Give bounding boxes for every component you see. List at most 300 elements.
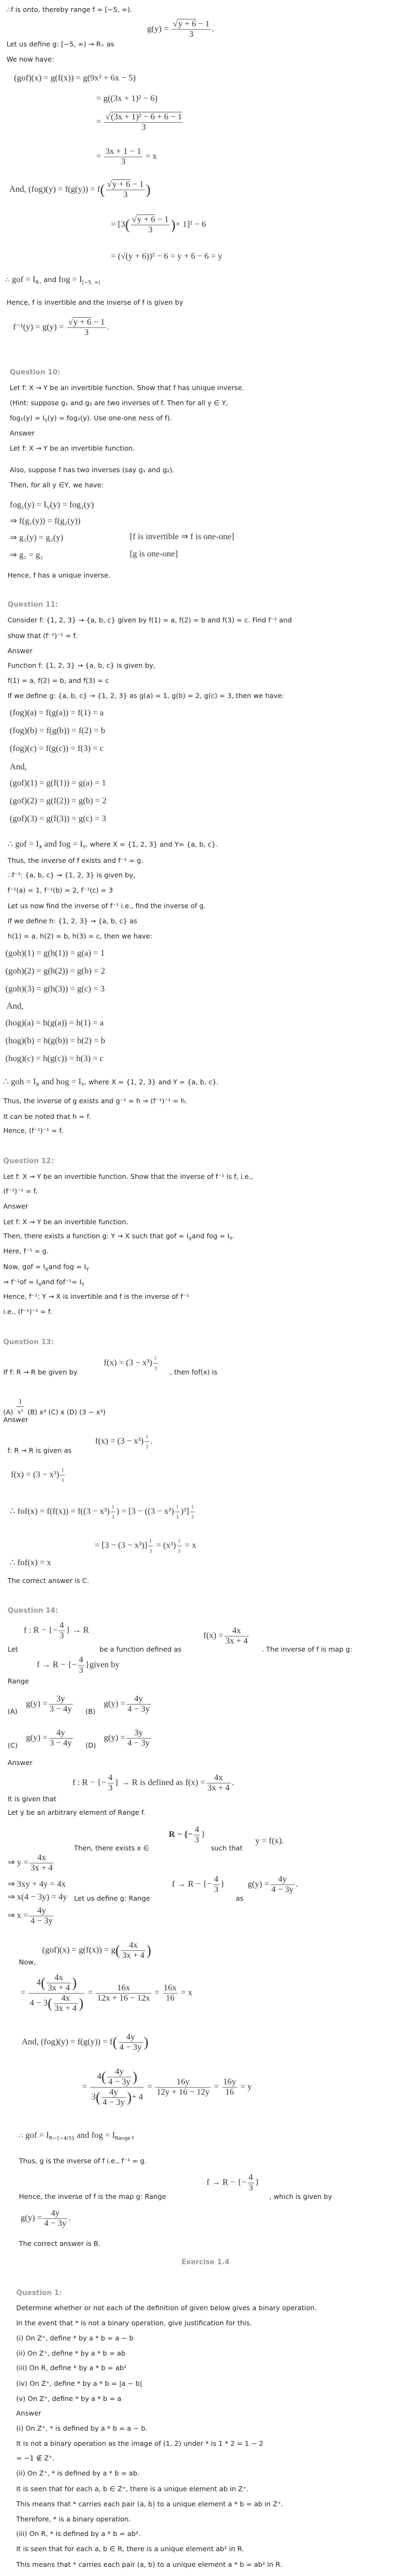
denominator: 4 − 3y xyxy=(108,2077,131,2087)
denominator: 4 − 3y xyxy=(44,2219,67,2228)
option-b: (B) xyxy=(85,1707,96,1715)
numerator: 1 xyxy=(153,1353,158,1364)
math-line: ⇒ 3xy + 4y = 4x xyxy=(8,1880,66,1889)
option-b-formula xyxy=(104,1694,152,1714)
text-line: Let y be an arbitrary element of Range f. xyxy=(8,1808,145,1816)
text-line: Let f: X → Y be an invertible function. xyxy=(10,444,135,452)
math-text: ∴ xyxy=(5,276,10,284)
question-heading: Question 14: xyxy=(8,1607,58,1615)
denominator: 3 xyxy=(111,1514,115,1520)
math-formula xyxy=(95,1536,196,1556)
text-line: The correct answer is B. xyxy=(19,2239,101,2248)
denominator: 3 − 4y xyxy=(49,1705,72,1714)
math-text: and fog = I xyxy=(191,1232,230,1240)
math-text: ∴ goh = I xyxy=(3,1077,36,1086)
list-item: (i) On Z⁺, define * by a * b = a − b xyxy=(16,2334,134,2342)
numerator: 4 xyxy=(108,1773,113,1782)
math-text: − 1 xyxy=(91,318,105,327)
denominator: 3x + 4 xyxy=(48,1983,70,1993)
text-line: such that xyxy=(211,1844,243,1852)
fraction xyxy=(43,2209,68,2229)
math-text: ∴ gof = I xyxy=(8,840,39,849)
text-line: ∴f is onto, thereby range f = [−5, ∞). xyxy=(6,5,132,14)
identity-statement xyxy=(3,1078,218,1090)
text-line: Let xyxy=(8,1645,18,1653)
numerator: 4y xyxy=(49,1728,73,1739)
math-formula xyxy=(248,1875,298,1895)
denominator: 4 − 3y xyxy=(127,1705,150,1714)
text-line: Thus, the inverse of g exists and g⁻¹ = h ⇒ (f⁻¹)⁻¹ = h. xyxy=(3,1097,187,1105)
denominator: 3 xyxy=(61,1478,64,1483)
denominator: 16 xyxy=(165,1994,175,2003)
math-text: f⁻¹(y) = g(y) = xyxy=(13,323,64,332)
text-line: Let us now find the inverse of f⁻¹ i.e., find the inverse of g. xyxy=(8,902,206,910)
text-line: f(1) = a, f(2) = b, and f(3) = c xyxy=(8,676,109,685)
text-line: Here, f⁻¹ = g. xyxy=(3,1247,49,1255)
text-line: Range xyxy=(8,1677,29,1685)
text-line: ∴f⁻¹: {a, b, c} → {1, 2, 3} is given by, xyxy=(8,871,136,879)
numerator: 4x xyxy=(47,1973,71,1983)
fraction xyxy=(270,1875,295,1895)
math-line: (gof)(1) = g(f(1)) = g(a) = 1 xyxy=(10,779,107,788)
text-line: f⁻¹(a) = 1, f⁻¹(b) = 2, f⁻¹(c) = 3 xyxy=(8,886,113,894)
fraction xyxy=(96,1983,151,2003)
math-text: f → R − {− xyxy=(207,2178,247,2188)
text-line: Function f: {1, 2, 3} → {a, b, c} is given by, xyxy=(8,661,156,669)
math-text: X xyxy=(38,844,43,850)
numerator: 3y xyxy=(127,1728,151,1739)
text-line xyxy=(3,1232,235,1244)
text-line: Hence, (f⁻¹)⁻¹ = f. xyxy=(3,1126,63,1135)
denominator: 4 − 3y xyxy=(271,1885,294,1894)
math-line: (fog)(a) = f(g(a)) = f(1) = a xyxy=(10,708,104,717)
math-text: = xyxy=(214,2082,219,2092)
math-formula xyxy=(21,2209,71,2229)
fraction xyxy=(54,1994,78,2014)
math-text: X xyxy=(45,1267,49,1273)
math-text: and fof⁻¹= I xyxy=(41,1278,82,1286)
math-formula xyxy=(37,1655,120,1675)
denominator: 3 xyxy=(176,1514,179,1520)
fraction xyxy=(16,1397,24,1417)
math-text: . xyxy=(68,2213,71,2223)
math-text: } xyxy=(201,1830,205,1840)
text-line: Let us define g: Range xyxy=(74,1894,150,1902)
fraction xyxy=(127,1728,151,1748)
question-heading: Question 1: xyxy=(16,2289,62,2297)
numerator: 1 xyxy=(111,1502,116,1512)
math-line: (fog)(b) = f(g(b)) = f(2) = b xyxy=(10,726,105,735)
math-text: (y) = fog₂(y) xyxy=(50,500,94,509)
text-line: (f⁻¹)⁻¹ = f. xyxy=(3,1187,38,1195)
text-line: Thus, the inverse of f exists and f⁻¹ = g. xyxy=(8,856,143,864)
denominator: 4 − 3y xyxy=(30,1916,53,1926)
text-line: f: R → R is given as xyxy=(8,1446,72,1454)
math-text: f(x) = (3 − x³) xyxy=(11,1470,59,1480)
math-text: 4 xyxy=(36,1978,41,1988)
fraction xyxy=(78,1655,84,1675)
question-heading: Question 11: xyxy=(8,601,58,609)
math-text: ∴ fof(x) = f(f(x)) = f((3 − x³) xyxy=(10,1507,110,1517)
math-text: fog₁(y) = I xyxy=(10,414,45,422)
math-line: ∴ fof(x) = x xyxy=(10,1558,51,1567)
text-line: It is seen that for each a, b ∈ Z⁺, there is a unique element ab in Z⁺. xyxy=(16,2485,249,2493)
denominator: 16 xyxy=(225,2088,234,2097)
math-line: And, xyxy=(10,762,27,772)
denominator: 3 xyxy=(195,1835,200,1844)
numerator: 16y xyxy=(155,2077,210,2088)
text-line: Then, for all y ∈Y, we have: xyxy=(10,481,104,489)
text-line: Consider f: {1, 2, 3} → {a, b, c} given by f(1) = a, f(2) = b and f(3) = c. Find f⁻¹ and xyxy=(8,616,292,624)
denominator: 3x + 4 xyxy=(207,1783,230,1793)
identity-statement xyxy=(5,276,100,287)
numerator: 1 xyxy=(177,1536,182,1546)
identity-statement xyxy=(8,840,218,852)
math-line: = g((3x + 1)² − 6) xyxy=(96,94,158,103)
fraction xyxy=(155,2077,210,2097)
text-line: It can be noted that h = f. xyxy=(3,1112,91,1121)
math-text: given by xyxy=(89,1660,120,1670)
fraction xyxy=(213,1875,220,1895)
math-line: ⇒ g₁(y) = g₂(y) xyxy=(10,533,63,542)
text-line: Hence, f is invertible and the inverse of f is given by xyxy=(6,298,183,306)
math-line: ⇒ g₁ = g₂ xyxy=(10,551,43,560)
text-line: Therefore, * is a binary operation. xyxy=(16,2515,131,2523)
numerator: 4x xyxy=(29,1853,54,1863)
text-line: Then, there exists x ∈ xyxy=(74,1844,149,1852)
denominator: 3x + 4 xyxy=(54,2004,77,2013)
answer-label: Answer xyxy=(16,2409,42,2417)
math-text: . xyxy=(150,1437,153,1446)
math-line: (gof)(3) = g(f(3)) = g(c) = 3 xyxy=(10,814,107,823)
math-text: g(y) = xyxy=(26,1733,48,1743)
math-text: and fog = I xyxy=(76,2131,115,2140)
fraction xyxy=(248,2173,254,2193)
math-line: (goh)(3) = g(h(3)) = g(c) = 3 xyxy=(5,984,105,994)
fraction xyxy=(107,1773,114,1793)
denominator: 3 xyxy=(189,30,194,39)
math-text: R₊ xyxy=(35,280,42,286)
math-formula xyxy=(96,147,157,167)
math-text: ∴ xyxy=(19,2131,23,2139)
math-line: (hog)(a) = h(g(a)) = h(1) = a xyxy=(5,1018,104,1028)
text-line: (Hint: suppose g₁ and g₂ are two inverses of f. Then for all y ∈ Y, xyxy=(10,399,228,407)
math-line: (gof)(2) = g(f(2)) = g(b) = 2 xyxy=(10,796,107,806)
exercise-heading: Exercise 1.4 xyxy=(181,2258,230,2266)
denominator: 3 xyxy=(78,1666,83,1675)
math-text: g(y) = xyxy=(147,24,169,34)
math-text: } → R xyxy=(66,1626,89,1635)
fraction xyxy=(118,2032,143,2052)
fraction xyxy=(49,1728,73,1748)
math-line: And, xyxy=(6,1002,24,1011)
numerator: 4x xyxy=(121,1941,145,1951)
text-line: Hence, the inverse of f is the map g: Range xyxy=(19,2192,167,2201)
math-text: R − {− xyxy=(169,1830,193,1840)
math-note: [f is invertible ⇒ f is one-one] xyxy=(130,532,234,541)
fraction: $\frac{\text{√(3x + 1)² − 6 + 6 − 1}}{3}$ xyxy=(105,112,182,132)
fraction xyxy=(222,2077,237,2097)
math-text: fog₁(y) = I xyxy=(10,500,47,509)
math-text: X xyxy=(188,1236,192,1242)
fraction xyxy=(47,1973,71,1993)
math-text: f : R − {− xyxy=(72,1778,107,1788)
fraction xyxy=(104,147,142,167)
text-line xyxy=(3,1263,89,1274)
math-formula xyxy=(104,1353,159,1373)
denominator: 3 xyxy=(141,123,146,132)
list-item: (v) On Z⁺, define * by a * b = a xyxy=(16,2394,122,2403)
denominator: 4 − 3y xyxy=(102,2098,125,2107)
denominator: 3 xyxy=(84,328,89,337)
math-text: f : R − {− xyxy=(24,1626,58,1635)
fraction xyxy=(29,1853,54,1873)
list-item: (iv) On Z⁺, define * by a * b = |a − b| xyxy=(16,2379,142,2387)
math-text: ⇒ y = xyxy=(8,1858,29,1868)
fraction xyxy=(224,1626,249,1646)
math-formula xyxy=(95,1432,153,1452)
math-text: g(y) = xyxy=(248,1880,269,1889)
numerator: 4y xyxy=(43,2209,68,2219)
math-formula xyxy=(96,112,184,132)
math-text: Y xyxy=(86,1267,89,1273)
text-line: Determine whether or not each of the definition of given below gives a binary operation. xyxy=(16,2304,317,2312)
math-text: = [3 − (3 − x³)] xyxy=(95,1541,148,1551)
option-a: (A) xyxy=(8,1707,18,1715)
math-text: = x xyxy=(184,1541,196,1551)
numerator: 4y xyxy=(102,2088,126,2098)
math-text: Range f xyxy=(115,2136,134,2142)
math-text: = x xyxy=(181,1988,193,1998)
text-line: Now, xyxy=(19,1958,36,1966)
option-c: (C) xyxy=(8,1741,18,1749)
text-line: If we define g: {a, b, c} → {1, 2, 3} as g(a) = 1, g(b) = 2, g(c) = 3, then we have: xyxy=(8,692,284,700)
sqrt-arg: y + 6 xyxy=(178,19,196,29)
math-text: + 4 xyxy=(131,2092,143,2102)
math-text: Y xyxy=(229,1236,233,1242)
denominator: 3 − 4y xyxy=(49,1739,72,1748)
fraction xyxy=(102,2088,126,2108)
text-line xyxy=(10,414,172,426)
text-line: (i) On Z⁺, * is defined by a * b = a − b. xyxy=(16,2424,148,2432)
math-text: . xyxy=(107,323,109,332)
math-text: X xyxy=(36,1082,39,1088)
math-formula: (gof)(x) = g(f(x)) = g( $\frac{4x}{3x + 4}$ ) xyxy=(42,1941,151,1960)
math-text: = xyxy=(82,2082,88,2092)
math-formula xyxy=(72,1773,234,1793)
fraction: 4( $\frac{4y}{4 - 3y}$ ) 3( $\frac{4y}{4 - 3y}$ )+ 4 xyxy=(91,2067,143,2107)
sqrt-arg: y + 6 xyxy=(137,215,155,224)
numerator: 4x xyxy=(224,1626,249,1636)
denominator: 12x + 16 − 12x xyxy=(97,1994,150,2003)
math-text: 4 xyxy=(97,2072,102,2082)
answer-label: Answer xyxy=(8,1759,33,1767)
numerator: 1 xyxy=(60,1465,65,1475)
text-line xyxy=(3,1278,84,1290)
sqrt-arg: y + 6 xyxy=(112,180,130,189)
math-text: − 1 xyxy=(196,19,210,29)
denominator: 3 xyxy=(123,190,128,199)
text-line: be a function defined as xyxy=(100,1645,182,1653)
math-line: (goh)(1) = g(h(1)) = g(a) = 1 xyxy=(5,949,105,958)
numerator: 4 xyxy=(195,1825,200,1834)
math-formula xyxy=(24,1621,89,1641)
numerator: 4 xyxy=(59,1621,64,1630)
denominator: 3x + 4 xyxy=(226,1636,248,1646)
math-text: = xyxy=(88,1988,93,1998)
math-formula xyxy=(10,1502,196,1522)
denominator: 4 − 3y xyxy=(127,1739,150,1748)
numerator: 1 xyxy=(190,1502,195,1512)
numerator: 16x xyxy=(96,1983,151,1994)
math-text: = y xyxy=(240,2082,252,2092)
denominator: 3 xyxy=(154,1366,157,1371)
text-line: Thus, g is the inverse of f i.e., f⁻¹ = g. xyxy=(19,2157,147,2165)
sqrt-arg: (3x + 1)² − 6 + 6 − 1 xyxy=(110,112,182,122)
math-line: (gof)(x) = g(f(x)) = g(9x² + 6x − 5) xyxy=(14,73,136,83)
question-heading: Question 10: xyxy=(10,368,61,377)
math-formula xyxy=(207,2173,259,2193)
fraction xyxy=(121,1941,145,1961)
text-line: = −1 ∉ Z⁺. xyxy=(16,2454,55,2462)
fraction xyxy=(49,1694,73,1714)
option-label: (A) xyxy=(3,1408,14,1416)
text-line: The correct answer is C. xyxy=(8,1577,89,1585)
numerator: 4y xyxy=(29,1906,54,1916)
math-text: , where X = {1, 2, 3} and Y = {a, b, c}. xyxy=(84,1078,219,1086)
denominator: 3 xyxy=(121,157,126,166)
math-formula xyxy=(172,1875,224,1895)
math-text: Then, there exists a function g: Y → X such that gof = I xyxy=(3,1232,189,1240)
fraction xyxy=(29,1906,54,1926)
denominator: 3 xyxy=(59,1631,64,1640)
math-text: f → R − {− xyxy=(37,1660,77,1670)
fraction xyxy=(107,2067,131,2087)
math-text: (y) = fog₂(y). Use one-one ness of f). xyxy=(47,414,172,422)
fraction: $\frac{√y + 6 - 1}{3}$ xyxy=(132,215,169,234)
math-text: = x xyxy=(145,152,157,162)
options-line xyxy=(3,1397,105,1417)
text-line: Let us define g: [−5, ∞) → R₊ as xyxy=(6,40,115,48)
numerator: 16y xyxy=(223,2077,236,2087)
math-text: = [3 xyxy=(111,220,125,230)
denominator: 3x + 4 xyxy=(122,1951,145,1960)
text-line: (iii) On R, * is defined by a * b = ab². xyxy=(16,2530,141,2538)
math-text: g(y) = xyxy=(21,2213,42,2223)
numerator: 4y xyxy=(270,1875,295,1885)
math-text: f → R − {− xyxy=(172,1880,212,1889)
math-line: y = f(x). xyxy=(255,1836,284,1846)
option-a-formula xyxy=(26,1694,74,1714)
denominator: 3 xyxy=(145,1444,148,1450)
math-text: [−5, ∞) xyxy=(82,280,101,286)
denominator: 3 xyxy=(108,1783,113,1793)
math-line: (hog)(c) = h(g(c)) = h(3) = c xyxy=(5,1054,104,1063)
numerator: 4 xyxy=(78,1655,83,1665)
math-text: and fog = I xyxy=(42,840,83,849)
fraction xyxy=(207,1773,231,1793)
math-text: } xyxy=(220,1880,225,1889)
math-text: )³] xyxy=(181,1507,189,1517)
math-text: gof = I xyxy=(11,275,36,284)
math-text: ⇒ f⁻¹of = I xyxy=(3,1278,38,1286)
math-note: [g is one-one] xyxy=(130,549,178,559)
math-text: f(x) = xyxy=(203,1631,224,1641)
denominator: x³ xyxy=(17,1407,23,1416)
math-text: Y xyxy=(44,418,48,424)
option-d: (D) xyxy=(85,1741,96,1749)
text-line: This means that * carries each pair (a, b) to a unique element a * b = ab in Z⁺. xyxy=(16,2500,283,2508)
math-text: Y xyxy=(46,505,50,511)
text-line: This means that * carries each pair (a, b) to a unique element a * b = ab² in R. xyxy=(16,2560,282,2568)
math-text: } → R is defined as f(x) = xyxy=(115,1778,205,1788)
denominator: 12y + 16 − 12y xyxy=(156,2088,210,2097)
math-line xyxy=(10,501,94,512)
math-formula: = [3( $\frac{√y + 6 - 1}{3}$ )+ 1]² − 6 xyxy=(111,215,206,234)
text-line: Hence, f⁻¹: Y → X is invertible and f is the inverse of f⁻¹ xyxy=(3,1292,189,1300)
text-line: Let f: X → Y be an invertible function. Show that f has unique inverse. xyxy=(10,384,244,392)
math-text: X xyxy=(38,1282,42,1288)
math-text: − 1 xyxy=(155,215,169,224)
math-text: = xyxy=(21,1988,26,1998)
math-formula xyxy=(147,19,214,39)
fraction xyxy=(194,1825,200,1845)
math-text: ) = [3 − ((3 − x³) xyxy=(116,1507,174,1517)
text-line: , then fof(x) is xyxy=(170,1368,217,1376)
math-line: ⇒ x(4 − 3y) = 4y xyxy=(8,1893,68,1902)
math-text: . xyxy=(211,24,214,34)
question-heading: Question 13: xyxy=(3,1338,54,1346)
math-text: And, (fog)(y) = f(g(y)) = f xyxy=(9,185,101,194)
math-text: f(x) = (3 − x³) xyxy=(104,1358,153,1368)
numerator: 1 xyxy=(148,1536,153,1546)
math-line: (goh)(2) = g(h(2)) = g(b) = 2 xyxy=(5,967,105,976)
denominator: 3 xyxy=(178,1548,181,1554)
math-formula xyxy=(169,1825,205,1845)
math-formula xyxy=(82,2067,252,2108)
list-item: (iii) On R, define * by a * b = ab² xyxy=(16,2364,127,2372)
math-text: g(y) = xyxy=(26,1699,48,1709)
question-heading: Question 12: xyxy=(3,1157,54,1165)
math-text: Now, gof = I xyxy=(3,1263,45,1271)
text-line: show that (f⁻¹)⁻¹ = f. xyxy=(8,632,77,640)
option-d-formula xyxy=(104,1728,152,1748)
text-line: In the event that * is not a binary operation, give justification for this. xyxy=(16,2319,252,2327)
denominator: 3 xyxy=(149,1548,152,1554)
numerator: 1 xyxy=(144,1432,149,1442)
math-formula xyxy=(13,318,109,338)
numerator: 4x xyxy=(207,1773,231,1783)
math-text: f(x) = (3 − x³) xyxy=(95,1437,144,1446)
text-line: . The inverse of f is map g: xyxy=(262,1645,353,1653)
text-line: It is not a binary operation as the image of (1, 2) under * is 1 * 2 = 1 − 2 xyxy=(16,2439,263,2447)
answer-label: Answer xyxy=(3,1202,29,1210)
math-text: R−{−4/3} xyxy=(49,2136,75,2142)
math-text: = xyxy=(96,152,102,162)
denominator: 4 − 3y xyxy=(119,2043,142,2052)
list-item: (ii) On Z⁺, define * by a * b = ab xyxy=(16,2349,125,2357)
denominator: 3 xyxy=(148,225,153,234)
math-text: Y xyxy=(82,844,86,850)
math-formula xyxy=(21,1973,193,2014)
numerator: 1 xyxy=(16,1397,24,1407)
text-line: h(1) = a, h(2) = b, h(3) = c, then we have: xyxy=(8,932,153,940)
math-formula xyxy=(203,1626,250,1646)
math-text: and fog = I xyxy=(48,1263,87,1271)
denominator: 3x + 4 xyxy=(30,1863,53,1873)
math-text: g(y) = xyxy=(104,1733,125,1743)
math-text: = xyxy=(154,1988,160,1998)
